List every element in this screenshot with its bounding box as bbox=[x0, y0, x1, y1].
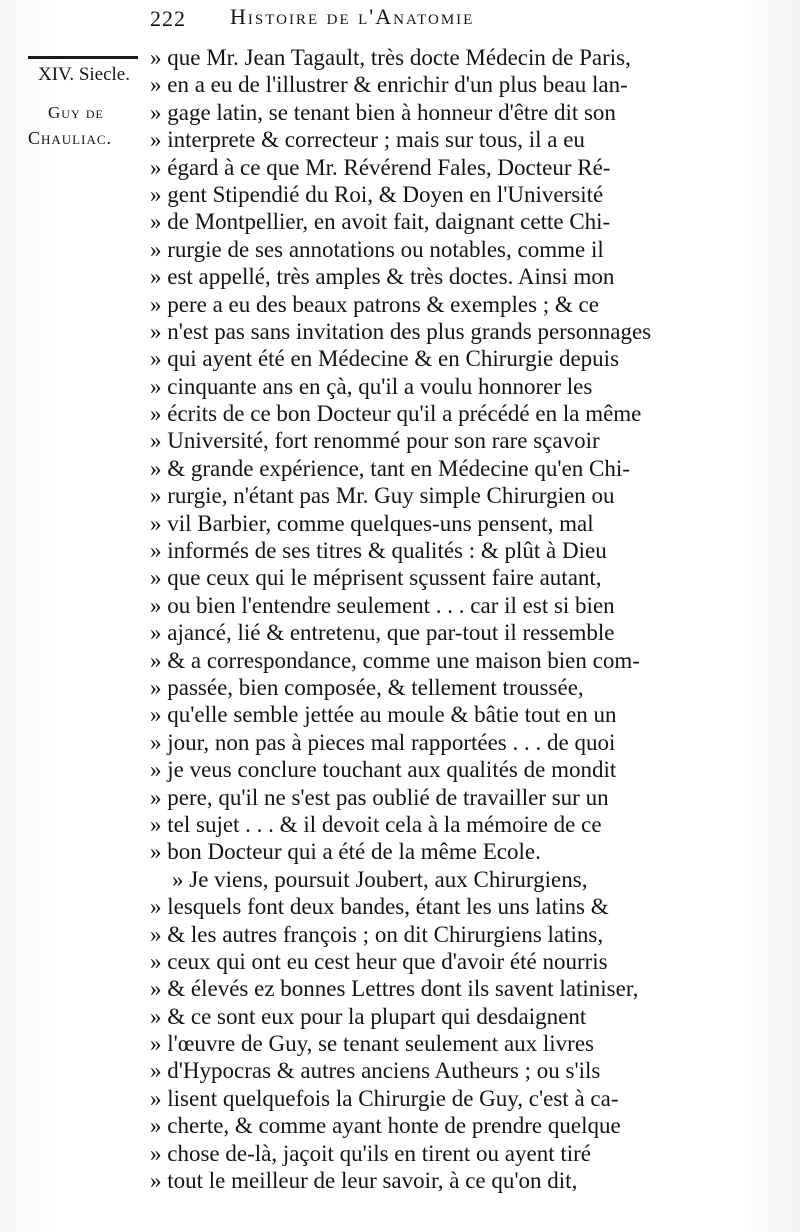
page-number: 222 bbox=[150, 6, 186, 31]
text-line: » égard à ce que Mr. Révérend Fales, Docteur Ré- bbox=[150, 154, 611, 180]
text-line: » & les autres françois ; on dit Chirurgiens latins, bbox=[150, 921, 604, 947]
text-line: » rurgie, n'étant pas Mr. Guy simple Chirurgien ou bbox=[150, 483, 615, 509]
text-line: » en a eu de l'illustrer & enrichir d'un plus beau lan- bbox=[150, 72, 628, 98]
text-line: » chose de-là, jaçoit qu'ils en tirent ou ayent tiré bbox=[150, 1140, 591, 1166]
text-line: » cinquante ans en çà, qu'il a voulu honnorer les bbox=[150, 373, 593, 399]
text-line: » l'œuvre de Guy, se tenant seulement aux livres bbox=[150, 1031, 594, 1057]
text-line: » & a correspondance, comme une maison bien com- bbox=[150, 647, 640, 673]
text-line: » & ce sont eux pour la plupart qui desdaignent bbox=[150, 1003, 587, 1029]
text-line: » gage latin, se tenant bien à honneur d'être dit son bbox=[150, 99, 616, 125]
body-text bbox=[150, 44, 716, 1194]
text-line: » qui ayent été en Médecine & en Chirurgie depuis bbox=[150, 346, 620, 372]
running-title: Histoire de l'Anatomie bbox=[230, 4, 475, 29]
text-line: » bon Docteur qui a été de la même Ecole. bbox=[150, 839, 541, 865]
text-line: » Université, fort renommé pour son rare sçavoir bbox=[150, 428, 600, 454]
text-line: » ceux qui ont eu cest heur que d'avoir été nourris bbox=[150, 948, 608, 974]
margin-note-author-line2: Chauliac. bbox=[28, 128, 112, 148]
text-line: » jour, non pas à pieces mal rapportées . . . de quoi bbox=[150, 729, 616, 755]
text-line: » tel sujet . . . & il devoit cela à la mémoire de ce bbox=[150, 811, 602, 837]
text-line: » gent Stipendié du Roi, & Doyen en l'Université bbox=[150, 181, 604, 207]
text-line: » & grande expérience, tant en Médecine qu'en Chi- bbox=[150, 455, 630, 481]
text-line: » que ceux qui le méprisent sçussent faire autant, bbox=[150, 565, 602, 591]
text-line: » lisent quelquefois la Chirurgie de Guy, c'est à ca- bbox=[150, 1085, 619, 1111]
text-line: » écrits de ce bon Docteur qu'il a précédé en la même bbox=[150, 401, 642, 427]
margin-rule bbox=[28, 56, 138, 59]
text-line: » informés de ses titres & qualités : & plût à Dieu bbox=[150, 538, 607, 564]
text-line: » qu'elle semble jettée au moule & bâtie tout en un bbox=[150, 702, 617, 728]
margin-note-century: XIV. Siecle. bbox=[38, 64, 130, 85]
text-line: » de Montpellier, en avoit fait, daignant cette Chi- bbox=[150, 209, 611, 235]
text-line: » passée, bien composée, & tellement troussée, bbox=[150, 674, 584, 700]
text-line: » d'Hypocras & autres anciens Autheurs ; ou s'ils bbox=[150, 1058, 601, 1084]
text-line: » interprete & correcteur ; mais sur tous, il a eu bbox=[150, 127, 585, 153]
text-line: » est appellé, très amples & très doctes. Ainsi mon bbox=[150, 264, 615, 290]
text-line: » lesquels font deux bandes, étant les uns latins & bbox=[150, 894, 609, 920]
text-line: » ajancé, lié & entretenu, que par-tout il ressemble bbox=[150, 620, 615, 646]
text-line: » que Mr. Jean Tagault, très docte Médecin de Paris, bbox=[150, 45, 631, 70]
text-line-paragraph-start: » Je viens, poursuit Joubert, aux Chirurgiens, bbox=[172, 866, 588, 892]
text-line: » & élevés ez bonnes Lettres dont ils savent latiniser, bbox=[150, 976, 639, 1002]
text-line: » ou bien l'entendre seulement . . . car il est si bien bbox=[150, 592, 615, 618]
text-line: » tout le meilleur de leur savoir, à ce qu'on dit, bbox=[150, 1168, 578, 1194]
text-line: » pere, qu'il ne s'est pas oublié de travailler sur un bbox=[150, 784, 609, 810]
text-line: » n'est pas sans invitation des plus grands personnages bbox=[150, 318, 652, 344]
text-line: » vil Barbier, comme quelques-uns pensent, mal bbox=[150, 510, 594, 536]
text-line: » cherte, & comme ayant honte de prendre quelque bbox=[150, 1113, 621, 1139]
margin-note-author-line1: Guy de bbox=[48, 103, 104, 122]
text-line: » rurgie de ses annotations ou notables, comme il bbox=[150, 236, 604, 262]
text-line: » pere a eu des beaux patrons & exemples ; & ce bbox=[150, 291, 599, 317]
text-line: » je veus conclure touchant aux qualités de mondit bbox=[150, 757, 617, 783]
